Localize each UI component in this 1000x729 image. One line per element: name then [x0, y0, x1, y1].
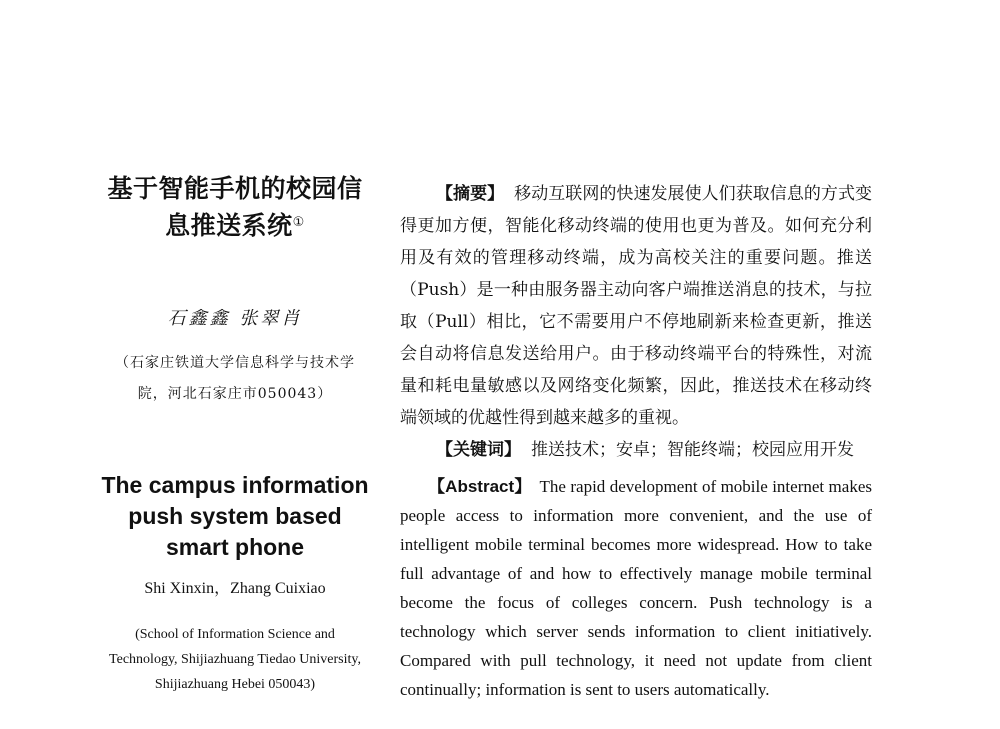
- chinese-title-text: 基于智能手机的校园信息推送系统: [107, 174, 363, 240]
- chinese-authors: 石鑫鑫 张翠肖: [167, 308, 303, 329]
- english-affiliation: (School of Information Science and Technology, Shijiazhuang Tiedao University, Shijiazhuang Hebei 050043): [109, 627, 361, 692]
- keywords-label: 【关键词】: [436, 440, 521, 460]
- abstract-label: 【摘要】: [436, 184, 505, 204]
- english-authors: Shi Xinxin，Zhang Cuixiao: [144, 580, 326, 597]
- footnote-marker: ①: [292, 215, 305, 230]
- keywords-text: 推送技术；安卓；智能终端；校园应用开发: [531, 440, 854, 460]
- chinese-affiliation: （石家庄铁道大学信息科学与技术学院，河北石家庄市050043）: [115, 355, 355, 402]
- abstract-text: 移动互联网的快速发展使人们获取信息的方式变得更加方便，智能化移动终端的使用也更为普及。如何充分利用及有效的管理移动终端，成为高校关注的重要问题。推送（Push）是一种由服务器主动向客户端推送消息的技术，与拉取（Pull）相比，它不需要用户不停地刷新来检查更新，推送会自动将信息发送给用户。由于移动终端平台的特殊性，对流量和耗电量敏感以及网络变化频繁，因此，推送技术在移动终端领域的优越性得到越来越多的重视。: [400, 184, 873, 428]
- chinese-abstract: [400, 178, 872, 434]
- title-column: [100, 170, 370, 697]
- english-abstract-text: The rapid development of mobile internet makes people access to information more convenient, and the use of intelligent mobile terminal becomes more widespread. How to take full advantage of and how to effectively manage mobile terminal become the focus of colleges concern. Push technology is a technology which server sends information to client initiatively. Compared with pull technology, it need not update from client continually; information is sent to users automatically.: [400, 477, 872, 699]
- keywords: [400, 434, 872, 466]
- abstract-column: [400, 178, 872, 704]
- english-title: The campus information push system based smart phone: [101, 472, 369, 560]
- english-abstract: [400, 472, 872, 704]
- english-abstract-label: 【Abstract】: [428, 477, 532, 496]
- chinese-title: [100, 170, 370, 244]
